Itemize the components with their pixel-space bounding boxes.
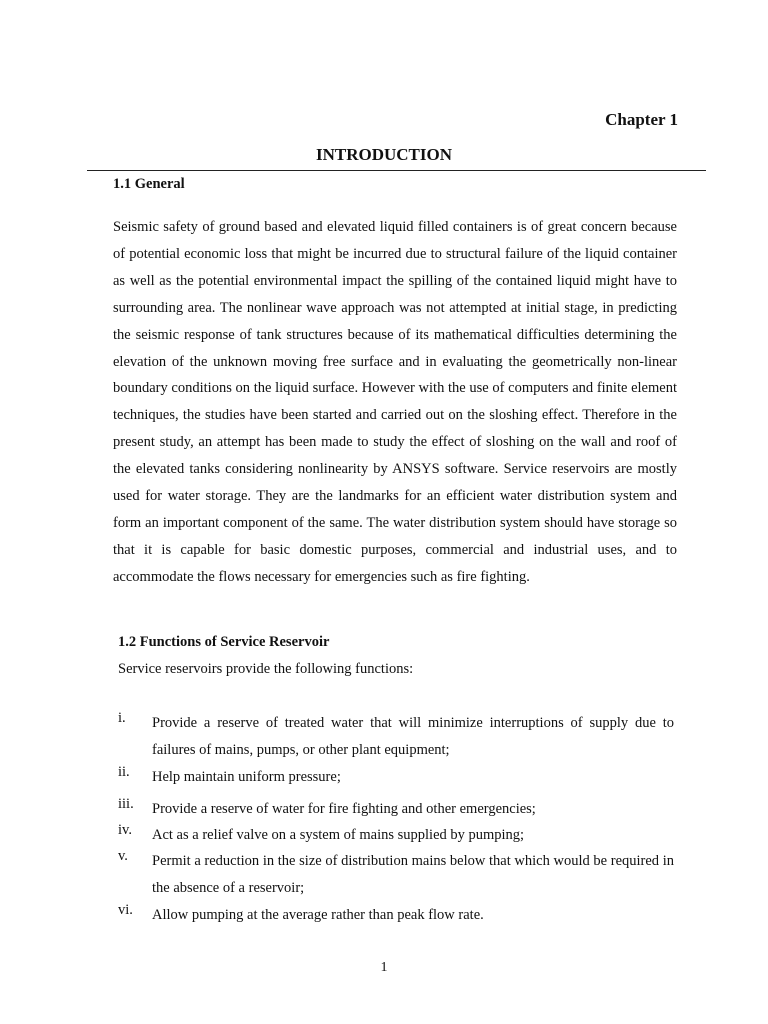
list-item-text: Permit a reduction in the size of distribution mains below that which would be required in the absence of a reservoir; <box>152 853 674 896</box>
general-paragraph: Seismic safety of ground based and elevated liquid filled containers is of great concern because of potential economic loss that might be incurred due to structural failure of the liquid container as well as the potential environmental impact the spilling of the contained liquid might have to surrounding area. The nonlinear wave approach was not attempted at initial stage, in predicting the seismic response of tank structures because of its mathematical difficulties determining the elevation of the unknown moving free surface and in evaluating the geometrically non-linear boundary conditions on the liquid surface. However with the use of computers and finite element techniques, the studies have been started and carried out on the sloshing effect. Therefore in the present study, an attempt has been made to study the effect of sloshing on the wall and roof of the elevated tanks considering nonlinearity by ANSYS software. Service reservoirs are mostly used for water storage. They are the landmarks for an efficient water distribution system and form an important component of the same. The water distribution system should have storage so that it is capable for basic domestic purposes, commercial and industrial uses, and to accommodate the flows necessary for emergencies such as fire fighting. <box>113 219 677 585</box>
list-item-number: iii. <box>118 796 134 812</box>
section-heading-functions: 1.2 Functions of Service Reservoir <box>118 634 330 650</box>
list-item-number: iv. <box>118 822 132 838</box>
section-heading-general: 1.1 General <box>113 176 185 192</box>
list-item-number: ii. <box>118 764 130 780</box>
list-item-number: v. <box>118 848 128 864</box>
functions-intro: Service reservoirs provide the following functions: <box>118 661 414 677</box>
list-item-text: Act as a relief valve on a system of mains supplied by pumping; <box>152 827 525 843</box>
list-item-text: Allow pumping at the average rather than peak flow rate. <box>152 907 484 923</box>
list-item-text: Provide a reserve of water for fire fighting and other emergencies; <box>152 801 536 817</box>
list-item-text: Provide a reserve of treated water that will minimize interruptions of supply due to failures of mains, pumps, or other plant equipment; <box>152 715 674 758</box>
list-item-number: vi. <box>118 902 133 918</box>
list-item-number: i. <box>118 710 126 726</box>
title-divider <box>87 170 706 171</box>
list-item-text: Help maintain uniform pressure; <box>152 769 341 785</box>
chapter-label: Chapter 1 <box>605 110 678 129</box>
page-title: INTRODUCTION <box>315 145 453 164</box>
page-number: 1 <box>380 960 388 975</box>
